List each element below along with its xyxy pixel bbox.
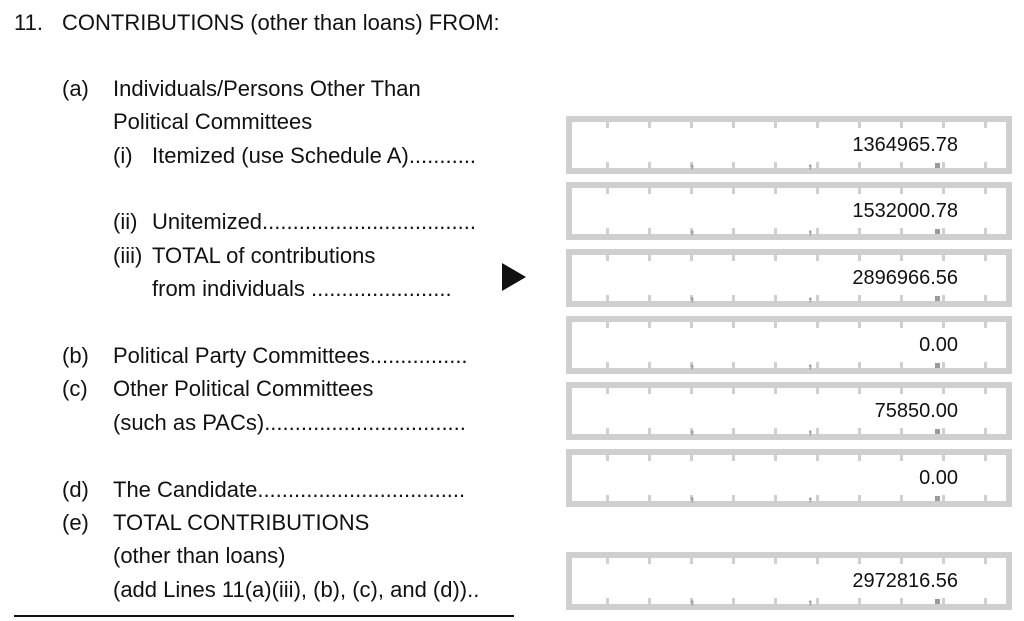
amount-value: 1532000.78: [852, 200, 958, 222]
digit-separator-tick: [816, 122, 819, 128]
digit-separator-tick: [984, 322, 987, 328]
digit-separator-tick: [858, 162, 861, 168]
digit-separator-tick: [942, 228, 945, 234]
line-a-label: (a): [62, 76, 89, 101]
digit-separator-tick: [774, 495, 777, 501]
digit-separator-tick: [984, 428, 987, 434]
digit-separator-tick: [774, 388, 777, 394]
digit-separator-tick: [648, 495, 651, 501]
amount-box-11c[interactable]: [566, 382, 1012, 440]
digit-separator-tick: [984, 255, 987, 261]
digit-separator-tick: [816, 495, 819, 501]
digit-separator-tick: [732, 388, 735, 394]
line-a-iii-caption: from individuals: [152, 276, 305, 301]
amount-value: 1364965.78: [852, 134, 958, 156]
digit-separator-tick: [858, 228, 861, 234]
dot-leader: ..................................: [257, 477, 466, 502]
thousands-comma-mark: ,: [690, 590, 695, 607]
section-number: 11.: [14, 10, 43, 35]
digit-separator-tick: [732, 188, 735, 194]
digit-separator-tick: [984, 295, 987, 301]
digit-separator-tick: [732, 598, 735, 604]
amount-value: 2972816.56: [852, 570, 958, 592]
digit-separator-tick: [900, 162, 903, 168]
digit-separator-tick: [858, 428, 861, 434]
line-e-text-2: (other than loans): [113, 543, 286, 568]
line-b-label: (b): [62, 343, 89, 368]
digit-separator-tick: [816, 255, 819, 261]
thousands-comma-mark: ,: [808, 420, 813, 437]
digit-separator-tick: [732, 558, 735, 564]
digit-separator-tick: [984, 455, 987, 461]
line-d-label: (d): [62, 477, 89, 502]
thousands-comma-mark: ,: [690, 354, 695, 371]
digit-separator-tick: [606, 598, 609, 604]
digit-separator-tick: [858, 295, 861, 301]
digit-separator-tick: [900, 322, 903, 328]
digit-separator-tick: [858, 362, 861, 368]
digit-separator-tick: [648, 162, 651, 168]
digit-separator-tick: [690, 388, 693, 394]
digit-separator-tick: [900, 495, 903, 501]
digit-separator-tick: [732, 322, 735, 328]
amount-box-11a-ii[interactable]: [566, 182, 1012, 240]
line-c-label: (c): [62, 376, 88, 401]
digit-separator-tick: [858, 188, 861, 194]
dot-leader: ................: [369, 343, 468, 368]
digit-separator-tick: [816, 598, 819, 604]
digit-separator-tick: [816, 362, 819, 368]
line-b-caption: Political Party Committees: [113, 343, 370, 368]
digit-separator-tick: [900, 188, 903, 194]
digit-separator-tick: [984, 388, 987, 394]
amount-box-11e[interactable]: [566, 552, 1012, 610]
digit-separator-tick: [942, 295, 945, 301]
digit-separator-tick: [732, 255, 735, 261]
digit-separator-tick: [984, 122, 987, 128]
digit-separator-tick: [606, 362, 609, 368]
digit-separator-tick: [606, 295, 609, 301]
digit-separator-tick: [606, 558, 609, 564]
digit-separator-tick: [942, 122, 945, 128]
digit-separator-tick: [900, 455, 903, 461]
digit-separator-tick: [774, 255, 777, 261]
line-a-i-label: (i): [113, 143, 133, 168]
amount-value: 2896966.56: [852, 267, 958, 289]
digit-separator-tick: [648, 428, 651, 434]
digit-separator-tick: [816, 162, 819, 168]
digit-separator-tick: [984, 495, 987, 501]
thousands-comma-mark: ,: [808, 287, 813, 304]
thousands-comma-mark: ,: [808, 220, 813, 237]
digit-separator-tick: [858, 495, 861, 501]
digit-separator-tick: [606, 322, 609, 328]
decimal-point-mark: [935, 599, 940, 604]
digit-separator-tick: [774, 428, 777, 434]
digit-separator-tick: [858, 255, 861, 261]
digit-separator-tick: [606, 228, 609, 234]
line-a-ii-caption: Unitemized: [152, 209, 263, 234]
line-e-label: (e): [62, 510, 89, 535]
digit-separator-tick: [942, 188, 945, 194]
decimal-point-mark: [935, 229, 940, 234]
line-a-text-1: Individuals/Persons Other Than: [113, 76, 421, 101]
section-title: CONTRIBUTIONS (other than loans) FROM:: [62, 10, 500, 35]
digit-separator-tick: [774, 455, 777, 461]
dot-leader: ..: [467, 577, 480, 602]
digit-separator-tick: [732, 122, 735, 128]
digit-separator-tick: [648, 228, 651, 234]
line-a-ii-label: (ii): [113, 209, 138, 234]
digit-separator-tick: [648, 322, 651, 328]
digit-separator-tick: [690, 322, 693, 328]
dot-leader: ...........: [408, 143, 477, 168]
digit-separator-tick: [900, 295, 903, 301]
digit-separator-tick: [648, 362, 651, 368]
line-a-i-caption: Itemized (use Schedule A): [152, 143, 409, 168]
digit-separator-tick: [816, 188, 819, 194]
digit-separator-tick: [900, 388, 903, 394]
digit-separator-tick: [942, 428, 945, 434]
line-e-caption: (add Lines 11(a)(iii), (b), (c), and (d)): [113, 577, 468, 602]
digit-separator-tick: [732, 495, 735, 501]
digit-separator-tick: [648, 122, 651, 128]
amount-box-11a-iii[interactable]: [566, 249, 1012, 307]
decimal-point-mark: [935, 496, 940, 501]
digit-separator-tick: [900, 255, 903, 261]
line-e-text-3: [113, 577, 479, 603]
thousands-comma-mark: ,: [808, 590, 813, 607]
line-d-caption: The Candidate: [113, 477, 258, 502]
digit-separator-tick: [648, 455, 651, 461]
digit-separator-tick: [732, 428, 735, 434]
digit-separator-tick: [690, 255, 693, 261]
digit-separator-tick: [942, 362, 945, 368]
thousands-comma-mark: ,: [808, 354, 813, 371]
digit-separator-tick: [648, 255, 651, 261]
digit-separator-tick: [732, 295, 735, 301]
thousands-comma-mark: ,: [808, 487, 813, 504]
digit-separator-tick: [858, 122, 861, 128]
digit-separator-tick: [900, 558, 903, 564]
digit-separator-tick: [942, 388, 945, 394]
line-a-ii-text: [152, 209, 476, 235]
amount-box-11d[interactable]: [566, 449, 1012, 507]
amount-value: 0.00: [919, 467, 958, 489]
line-d-text: [113, 477, 465, 503]
digit-separator-tick: [648, 295, 651, 301]
line-a-iii-text-1: TOTAL of contributions: [152, 243, 376, 268]
digit-separator-tick: [732, 455, 735, 461]
digit-separator-tick: [816, 228, 819, 234]
digit-separator-tick: [606, 122, 609, 128]
digit-separator-tick: [942, 495, 945, 501]
line-a-i-text: [152, 143, 476, 169]
digit-separator-tick: [984, 188, 987, 194]
digit-separator-tick: [774, 322, 777, 328]
thousands-comma-mark: ,: [808, 154, 813, 171]
digit-separator-tick: [984, 558, 987, 564]
digit-separator-tick: [648, 388, 651, 394]
line-b-text: [113, 343, 468, 369]
thousands-comma-mark: ,: [690, 154, 695, 171]
digit-separator-tick: [858, 388, 861, 394]
amount-box-11a-i[interactable]: [566, 116, 1012, 174]
digit-separator-tick: [984, 362, 987, 368]
digit-separator-tick: [816, 455, 819, 461]
digit-separator-tick: [858, 558, 861, 564]
amount-value: 75850.00: [874, 400, 958, 422]
digit-separator-tick: [732, 162, 735, 168]
digit-separator-tick: [984, 228, 987, 234]
line-a-iii-text-2: [152, 276, 452, 302]
thousands-comma-mark: ,: [690, 420, 695, 437]
digit-separator-tick: [942, 598, 945, 604]
digit-separator-tick: [606, 162, 609, 168]
digit-separator-tick: [606, 188, 609, 194]
amount-box-11b[interactable]: [566, 316, 1012, 374]
line-e-text-1: TOTAL CONTRIBUTIONS: [113, 510, 370, 535]
digit-separator-tick: [942, 455, 945, 461]
digit-separator-tick: [816, 295, 819, 301]
digit-separator-tick: [942, 255, 945, 261]
digit-separator-tick: [900, 122, 903, 128]
decimal-point-mark: [935, 429, 940, 434]
digit-separator-tick: [942, 162, 945, 168]
digit-separator-tick: [606, 428, 609, 434]
digit-separator-tick: [900, 362, 903, 368]
digit-separator-tick: [774, 162, 777, 168]
digit-separator-tick: [774, 362, 777, 368]
digit-separator-tick: [690, 122, 693, 128]
digit-separator-tick: [900, 428, 903, 434]
digit-separator-tick: [816, 428, 819, 434]
line-c-caption: (such as PACs): [113, 410, 265, 435]
digit-separator-tick: [816, 322, 819, 328]
digit-separator-tick: [606, 495, 609, 501]
dot-leader: ...................................: [262, 209, 476, 234]
digit-separator-tick: [774, 558, 777, 564]
digit-separator-tick: [774, 295, 777, 301]
digit-separator-tick: [858, 598, 861, 604]
digit-separator-tick: [816, 388, 819, 394]
digit-separator-tick: [858, 455, 861, 461]
digit-separator-tick: [816, 558, 819, 564]
line-c-text-1: Other Political Committees: [113, 376, 374, 401]
digit-separator-tick: [648, 188, 651, 194]
thousands-comma-mark: ,: [690, 287, 695, 304]
line-a-text-2: Political Committees: [113, 109, 313, 134]
dot-leader: .................................: [264, 410, 466, 435]
digit-separator-tick: [900, 598, 903, 604]
digit-separator-tick: [732, 228, 735, 234]
line-c-text-2: [113, 410, 466, 436]
dot-leader: .......................: [310, 276, 452, 301]
digit-separator-tick: [774, 598, 777, 604]
digit-separator-tick: [900, 228, 903, 234]
digit-separator-tick: [690, 188, 693, 194]
digit-separator-tick: [774, 122, 777, 128]
digit-separator-tick: [942, 322, 945, 328]
digit-separator-tick: [690, 455, 693, 461]
digit-separator-tick: [858, 322, 861, 328]
digit-separator-tick: [774, 228, 777, 234]
bottom-rule: [14, 615, 514, 617]
amount-value: 0.00: [919, 334, 958, 356]
digit-separator-tick: [606, 388, 609, 394]
digit-separator-tick: [648, 558, 651, 564]
decimal-point-mark: [935, 163, 940, 168]
thousands-comma-mark: ,: [690, 487, 695, 504]
digit-separator-tick: [606, 455, 609, 461]
digit-separator-tick: [732, 362, 735, 368]
decimal-point-mark: [935, 296, 940, 301]
digit-separator-tick: [690, 558, 693, 564]
digit-separator-tick: [606, 255, 609, 261]
digit-separator-tick: [774, 188, 777, 194]
decimal-point-mark: [935, 363, 940, 368]
digit-separator-tick: [984, 598, 987, 604]
digit-separator-tick: [942, 558, 945, 564]
total-arrow-icon: [502, 263, 526, 291]
digit-separator-tick: [984, 162, 987, 168]
thousands-comma-mark: ,: [690, 220, 695, 237]
line-a-iii-label: (iii): [113, 243, 143, 268]
digit-separator-tick: [648, 598, 651, 604]
